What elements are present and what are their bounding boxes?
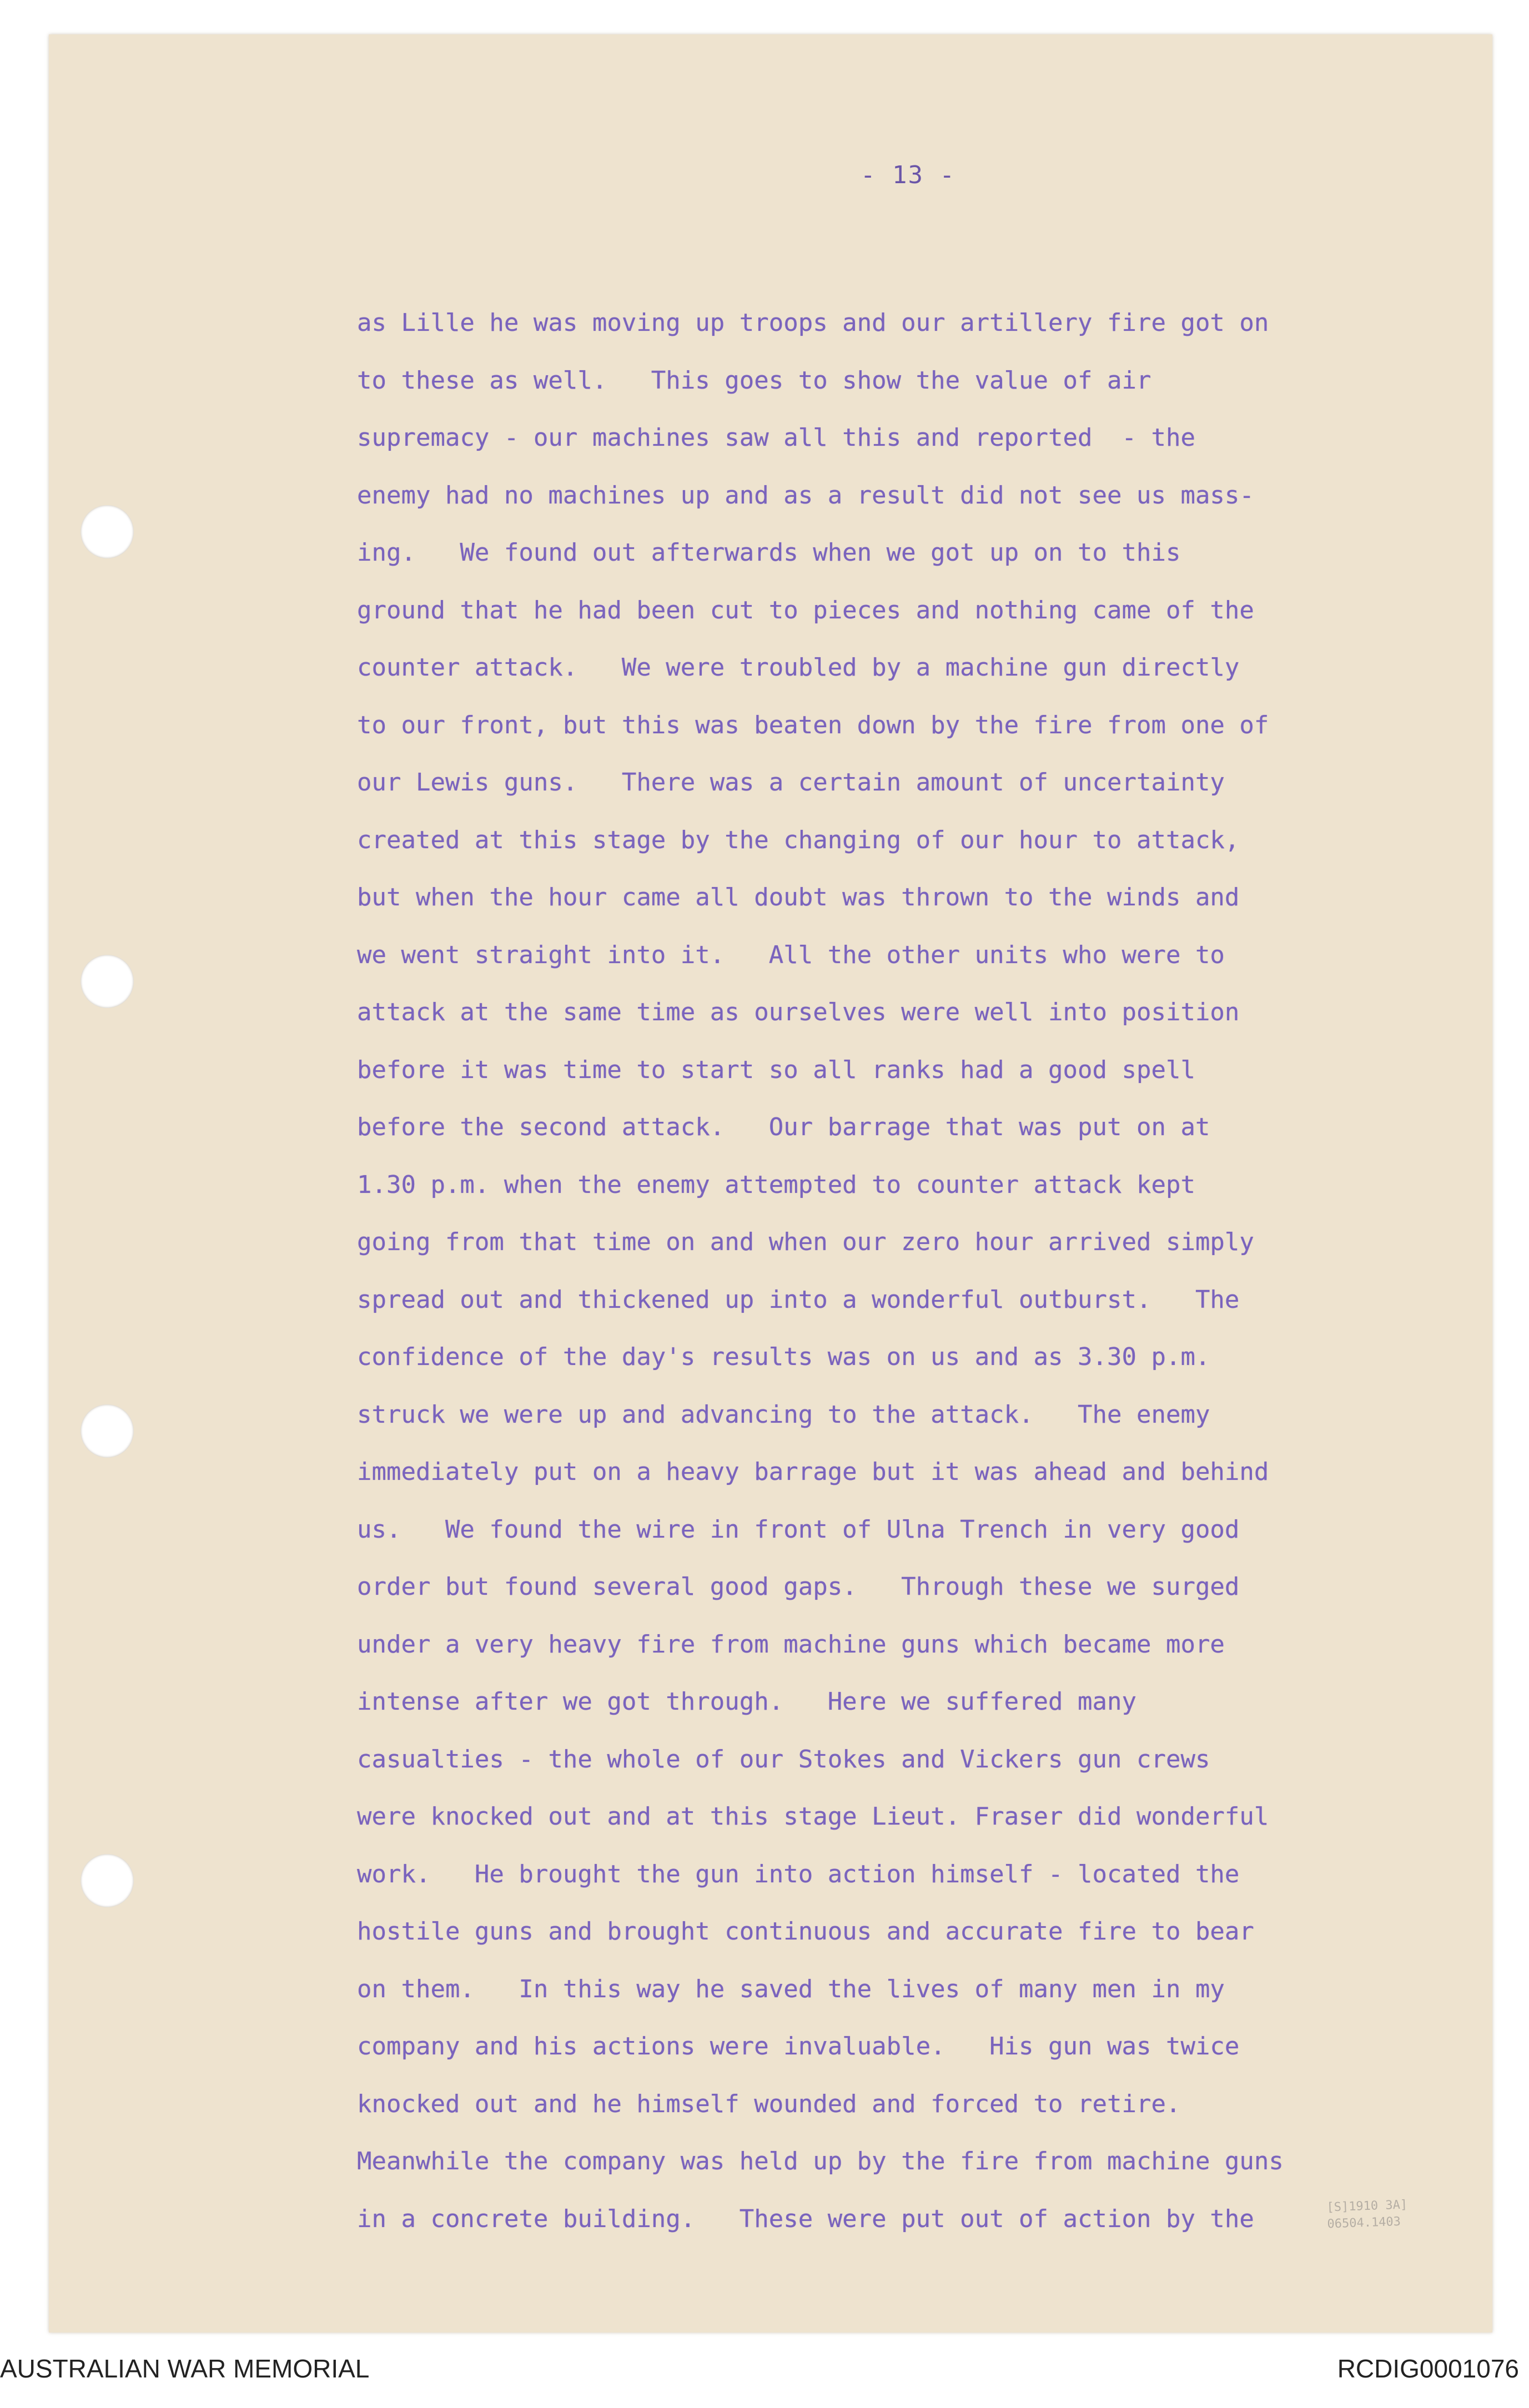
text-line: on them. In this way he saved the lives of many men in my [357,1974,1225,2003]
text-line: immediately put on a heavy barrage but it was ahead and behind [357,1458,1269,1486]
text-line: casualties - the whole of our Stokes and Vickers gun crews [357,1745,1210,1774]
punch-hole [81,1854,134,1907]
text-line: struck we were up and advancing to the attack. The enemy [357,1400,1210,1429]
text-line: knocked out and he himself wounded and forced to retire. [357,2089,1181,2118]
text-line: were knocked out and at this stage Lieut. Fraser did wonderful [357,1802,1269,1831]
text-line: as Lille he was moving up troops and our artillery fire got on [357,309,1269,337]
text-line: work. He brought the gun into action himself - located the [357,1860,1240,1888]
page-number: - 13 - [861,161,955,189]
footer-institution: AUSTRALIAN WAR MEMORIAL [0,2354,370,2383]
text-line: intense after we got through. Here we suffered many [357,1687,1136,1716]
text-line: supremacy - our machines saw all this and reported - the [357,424,1195,452]
text-line: spread out and thickened up into a wonderful outburst. The [357,1285,1240,1314]
archive-stamp [1326,2197,1409,2233]
text-line: confidence of the day's results was on us and as 3.30 p.m. [357,1343,1210,1371]
text-line: counter attack. We were troubled by a machine gun directly [357,653,1240,682]
text-line: ground that he had been cut to pieces and nothing came of the [357,596,1254,624]
text-line: but when the hour came all doubt was thrown to the winds and [357,883,1240,911]
text-line: Meanwhile the company was held up by the fire from machine guns [357,2147,1284,2175]
text-line: order but found several good gaps. Through these we surged [357,1573,1240,1601]
text-line: us. We found the wire in front of Ulna Trench in very good [357,1515,1240,1544]
text-line: before it was time to start so all ranks had a good spell [357,1055,1195,1084]
text-line: to our front, but this was beaten down by the fire from one of [357,711,1269,739]
punch-hole [81,1404,134,1458]
punch-hole [81,955,134,1008]
text-line: our Lewis guns. There was a certain amount of uncertainty [357,768,1225,797]
text-line: going from that time on and when our zero hour arrived simply [357,1228,1254,1256]
text-line: hostile guns and brought continuous and accurate fire to bear [357,1917,1254,1946]
text-line: attack at the same time as ourselves were well into position [357,998,1240,1026]
text-line: before the second attack. Our barrage that was put on at [357,1113,1210,1141]
punch-hole [81,505,134,558]
text-line: we went straight into it. All the other units who were to [357,940,1225,969]
text-line: in a concrete building. These were put out of action by the [357,2204,1254,2233]
stamp-line: [S]1910 3A] [1326,2198,1408,2215]
text-line: company and his actions were invaluable. His gun was twice [357,2032,1240,2061]
text-line: under a very heavy fire from machine guns which became more [357,1630,1225,1659]
text-line: ing. We found out afterwards when we got up on to this [357,538,1181,567]
typed-text-body [357,294,1495,2248]
stamp-line: 06504.1403 [1327,2214,1401,2231]
text-line: created at this stage by the changing of our hour to attack, [357,825,1240,854]
footer-reference-id: RCDIG0001076 [1337,2354,1519,2383]
text-line: 1.30 p.m. when the enemy attempted to counter attack kept [357,1170,1195,1199]
text-line: to these as well. This goes to show the value of air [357,366,1151,395]
text-line: enemy had no machines up and as a result did not see us mass- [357,481,1254,510]
